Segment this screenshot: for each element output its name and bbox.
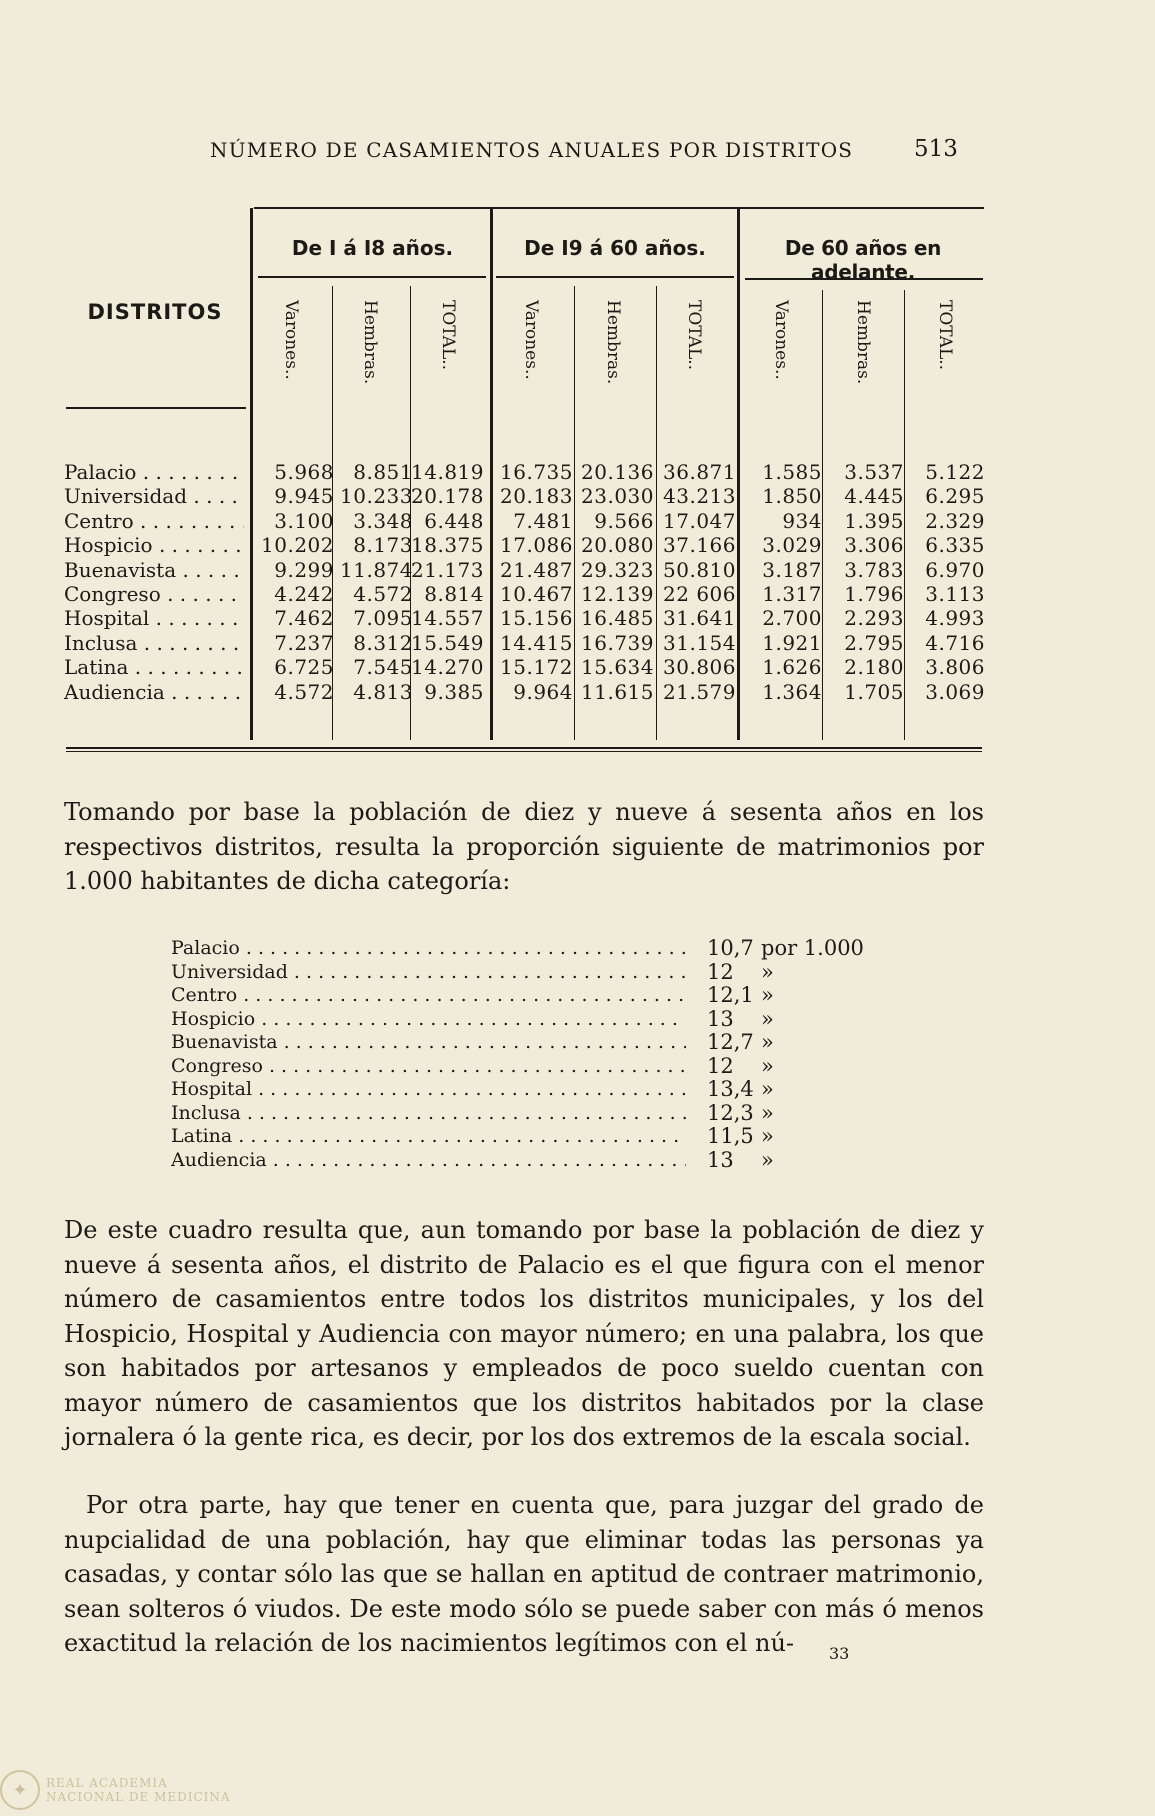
ratio-district: Congreso . . .: [171, 1054, 686, 1078]
table-row: [64, 631, 994, 655]
table-cell: 36.871: [663, 460, 736, 484]
table-cell: 4.813: [353, 679, 413, 704]
row-header: DISTRITOS: [87, 300, 223, 324]
table-cell: 14.557: [411, 606, 484, 631]
table-cell: 29.323: [581, 557, 654, 582]
table-cell: 17.086: [500, 533, 573, 558]
table-cell: 14.819: [411, 460, 484, 484]
table-cell: 16.739: [581, 630, 654, 655]
table-cell: 18.375: [411, 533, 484, 558]
table-cell: 2.795: [844, 630, 904, 655]
table-cell: 934: [782, 508, 822, 533]
table-row: [64, 509, 994, 533]
table-bottom-rule-2: [66, 751, 982, 752]
table-cell: 50.810: [663, 557, 736, 582]
table-top-rule: [254, 207, 984, 209]
table-row: [64, 460, 994, 484]
table-cell: 21.487: [500, 557, 573, 582]
ratio-unit: »: [761, 983, 774, 1007]
table-cell: 4.445: [844, 484, 904, 509]
district-name: Hospicio . . .: [64, 533, 244, 557]
table-cell: 6.335: [925, 533, 985, 558]
ratio-row: [171, 1054, 871, 1078]
ratio-value: 13: [707, 1006, 734, 1031]
district-name: Centro . . .: [64, 509, 244, 533]
district-name: Latina . . .: [64, 655, 244, 679]
ratio-district: Hospital . . .: [171, 1077, 686, 1101]
group-underline: [258, 276, 486, 278]
table-cell: 5.122: [925, 460, 985, 484]
table-cell: 15.549: [411, 630, 484, 655]
group-header-60-plus: De 60 años en adelante.: [784, 236, 942, 284]
table-cell: 6.448: [424, 508, 484, 533]
table-cell: 1.850: [762, 484, 822, 509]
paragraph-3: Por otra parte, hay que tener en cuenta que, para juzgar del grado de nupcialidad de una población, hay que eliminar todas las personas ya casadas, y contar sólo las que se hallan en aptitud de contraer matrimonio, sean solteros ó viudos. De este modo sólo se puede saber con más ó menos exactitud la relación de los nacimientos legítimos con el nú-: [64, 1491, 984, 1657]
table-cell: 1.317: [762, 582, 822, 606]
table-cell: 3.100: [274, 508, 334, 533]
table-cell: 9.566: [594, 508, 654, 533]
table-cell: 16.735: [500, 460, 573, 484]
table-cell: 1.395: [844, 508, 904, 533]
subcolumn-header: Varones..: [521, 300, 541, 380]
table-cell: 9.964: [513, 679, 573, 704]
paragraph-1: Tomando por base la población de diez y nueve á sesenta años en los respectivos distritos, resulta la proporción siguiente de matrimonios por 1.000 habitantes de dicha categoría:: [64, 798, 984, 895]
table-cell: 23.030: [581, 484, 654, 509]
table-cell: 4.572: [353, 582, 413, 606]
table-cell: 15.156: [500, 606, 573, 631]
table-cell: 3.029: [762, 533, 822, 558]
table-cell: 11.615: [581, 679, 654, 704]
table-cell: 15.634: [581, 655, 654, 680]
table-cell: 2.329: [925, 508, 985, 533]
group-underline: [496, 276, 734, 278]
table-cell: 10.233: [340, 484, 413, 509]
district-name: Congreso . . .: [64, 582, 244, 606]
ratio-row: [171, 983, 871, 1007]
table-cell: 20.080: [581, 533, 654, 558]
ratio-value: 12,3: [707, 1100, 754, 1125]
district-name: Inclusa . . .: [64, 631, 244, 655]
table-cell: 7.095: [353, 606, 413, 631]
table-row: [64, 680, 994, 704]
table-row: [64, 558, 994, 582]
table-cell: 14.270: [411, 655, 484, 680]
table-cell: 31.154: [663, 630, 736, 655]
table-row: [64, 484, 994, 508]
subcolumn-header: TOTAL..: [438, 300, 458, 371]
table-cell: 3.783: [844, 557, 904, 582]
table-cell: 8.851: [353, 460, 413, 484]
group-header-1-18: De I á I8 años.: [291, 236, 454, 260]
subcolumn-header: Varones..: [771, 300, 791, 380]
ratio-value: 12: [707, 1053, 734, 1078]
ratio-value: 12,1: [707, 983, 754, 1007]
table-cell: 3.537: [844, 460, 904, 484]
ratio-unit: »: [761, 1077, 774, 1101]
ratio-unit: »: [761, 1030, 774, 1054]
table-cell: 1.585: [762, 460, 822, 484]
table-cell: 17.047: [663, 508, 736, 533]
table-cell: 7.481: [513, 508, 573, 533]
ratio-district: Buenavista . . .: [171, 1030, 686, 1054]
ratio-unit: »: [761, 1006, 774, 1031]
seal-icon: ✦: [0, 1770, 40, 1810]
ratio-district: Audiencia . . .: [171, 1148, 686, 1172]
signature-mark: 33: [829, 1644, 850, 1663]
ratio-row: [171, 936, 871, 960]
table-row: [64, 582, 994, 606]
ratio-value: 13,4: [707, 1077, 754, 1101]
stamp-line: REAL ACADEMIA: [46, 1776, 168, 1790]
table-cell: 16.485: [581, 606, 654, 631]
table-cell: 22 606: [663, 582, 736, 606]
table-row: [64, 533, 994, 557]
table-cell: 10.467: [500, 582, 573, 606]
library-stamp: [0, 1770, 231, 1810]
table-cell: 2.180: [844, 655, 904, 680]
table-cell: 21.173: [411, 557, 484, 582]
district-name: Audiencia . . .: [64, 680, 244, 704]
ratio-unit: por 1.000: [761, 936, 864, 960]
table-cell: 4.242: [274, 582, 334, 606]
table-cell: 9.299: [274, 557, 334, 582]
ratio-district: Palacio . . .: [171, 936, 686, 960]
table-cell: 3.806: [925, 655, 985, 680]
ratio-row: [171, 1077, 871, 1101]
table-cell: 1.796: [844, 582, 904, 606]
table-cell: 12.139: [581, 582, 654, 606]
table-bottom-rule: [66, 747, 982, 749]
table-cell: 20.136: [581, 460, 654, 484]
table-cell: 3.348: [353, 508, 413, 533]
ratio-row: [171, 1030, 871, 1054]
table-cell: 7.237: [274, 630, 334, 655]
table-cell: 7.545: [353, 655, 413, 680]
ratio-unit: »: [761, 959, 774, 984]
table-cell: 1.364: [762, 679, 822, 704]
ratio-row: [171, 1007, 871, 1031]
subcolumn-header: Hembras.: [603, 300, 623, 385]
subcolumn-header: TOTAL..: [684, 300, 704, 371]
table-cell: 6.295: [925, 484, 985, 509]
ratio-row: [171, 1124, 871, 1148]
running-title: NÚMERO DE CASAMIENTOS ANUALES POR DISTRITOS: [210, 138, 854, 162]
table-cell: 9.945: [274, 484, 334, 509]
table-cell: 7.462: [274, 606, 334, 631]
group-header-19-60: De I9 á 60 años.: [524, 236, 706, 260]
ratio-district: Inclusa . . .: [171, 1101, 686, 1125]
table-cell: 2.700: [762, 606, 822, 631]
table-cell: 37.166: [663, 533, 736, 558]
ratio-unit: »: [761, 1147, 774, 1172]
ratio-district: Hospicio . . .: [171, 1007, 686, 1031]
ratio-value: 12,7: [707, 1030, 754, 1054]
table-cell: 3.069: [925, 679, 985, 704]
district-name: Palacio . . .: [64, 460, 244, 484]
table-cell: 43.213: [663, 484, 736, 509]
table-cell: 4.716: [925, 630, 985, 655]
table-cell: 9.385: [424, 679, 484, 704]
table-cell: 1.921: [762, 630, 822, 655]
stamp-line: NACIONAL DE MEDICINA: [46, 1790, 231, 1804]
ratio-row: [171, 1148, 871, 1172]
ratio-unit: »: [761, 1124, 774, 1148]
ratio-unit: »: [761, 1100, 774, 1125]
district-name: Hospital . . .: [64, 606, 244, 630]
ratio-district: Universidad . . .: [171, 960, 686, 984]
table-cell: 6.970: [925, 557, 985, 582]
district-name: Buenavista . . .: [64, 558, 244, 582]
header-rule: [66, 407, 246, 409]
table-cell: 8.312: [353, 630, 413, 655]
subcolumn-header: Varones..: [281, 300, 301, 380]
table-cell: 30.806: [663, 655, 736, 680]
table-cell: 3.113: [925, 582, 985, 606]
table-cell: 21.579: [663, 679, 736, 704]
ratio-row: [171, 1101, 871, 1125]
table-cell: 31.641: [663, 606, 736, 631]
table-cell: 20.183: [500, 484, 573, 509]
table-cell: 10.202: [261, 533, 334, 558]
subcolumn-header: TOTAL..: [935, 300, 955, 371]
table-cell: 3.187: [762, 557, 822, 582]
page-number: 513: [914, 136, 958, 162]
table-cell: 5.968: [274, 460, 334, 484]
table-cell: 1.705: [844, 679, 904, 704]
table-cell: 8.814: [424, 582, 484, 606]
ratio-district: Latina . . .: [171, 1124, 686, 1148]
ratio-row: [171, 960, 871, 984]
subcolumn-header: Hembras.: [360, 300, 380, 385]
ratio-value: 13: [707, 1147, 734, 1172]
table-cell: 6.725: [274, 655, 334, 680]
subcolumn-header: Hembras.: [853, 300, 873, 385]
table-cell: 1.626: [762, 655, 822, 680]
table-cell: 20.178: [411, 484, 484, 509]
table-cell: 14.415: [500, 630, 573, 655]
ratio-unit: »: [761, 1053, 774, 1078]
table-cell: 8.173: [353, 533, 413, 558]
table-row: [64, 655, 994, 679]
ratio-district: Centro . . .: [171, 983, 686, 1007]
district-name: Universidad . . .: [64, 484, 244, 508]
table-cell: 15.172: [500, 655, 573, 680]
paragraph-2: De este cuadro resulta que, aun tomando por base la población de diez y nueve á sesenta años, el distrito de Palacio es el que figura con el menor número de casamientos entre todos los distritos municipales, y los del Hospicio, Hospital y Audiencia con mayor número; en una palabra, los que son habitados por artesanos y empleados de poco sueldo cuentan con mayor número de casamientos que los distritos habitados por la clase jornalera ó la gente rica, es decir, por los dos extremos de la escala social.: [64, 1216, 984, 1451]
ratio-value: 12: [707, 959, 734, 984]
table-cell: 11.874: [340, 557, 413, 582]
ratio-value: 10,7: [707, 936, 754, 960]
table-cell: 4.572: [274, 679, 334, 704]
table-cell: 2.293: [844, 606, 904, 631]
table-row: [64, 606, 994, 630]
table-cell: 3.306: [844, 533, 904, 558]
ratio-value: 11,5: [707, 1124, 754, 1148]
table-cell: 4.993: [925, 606, 985, 631]
